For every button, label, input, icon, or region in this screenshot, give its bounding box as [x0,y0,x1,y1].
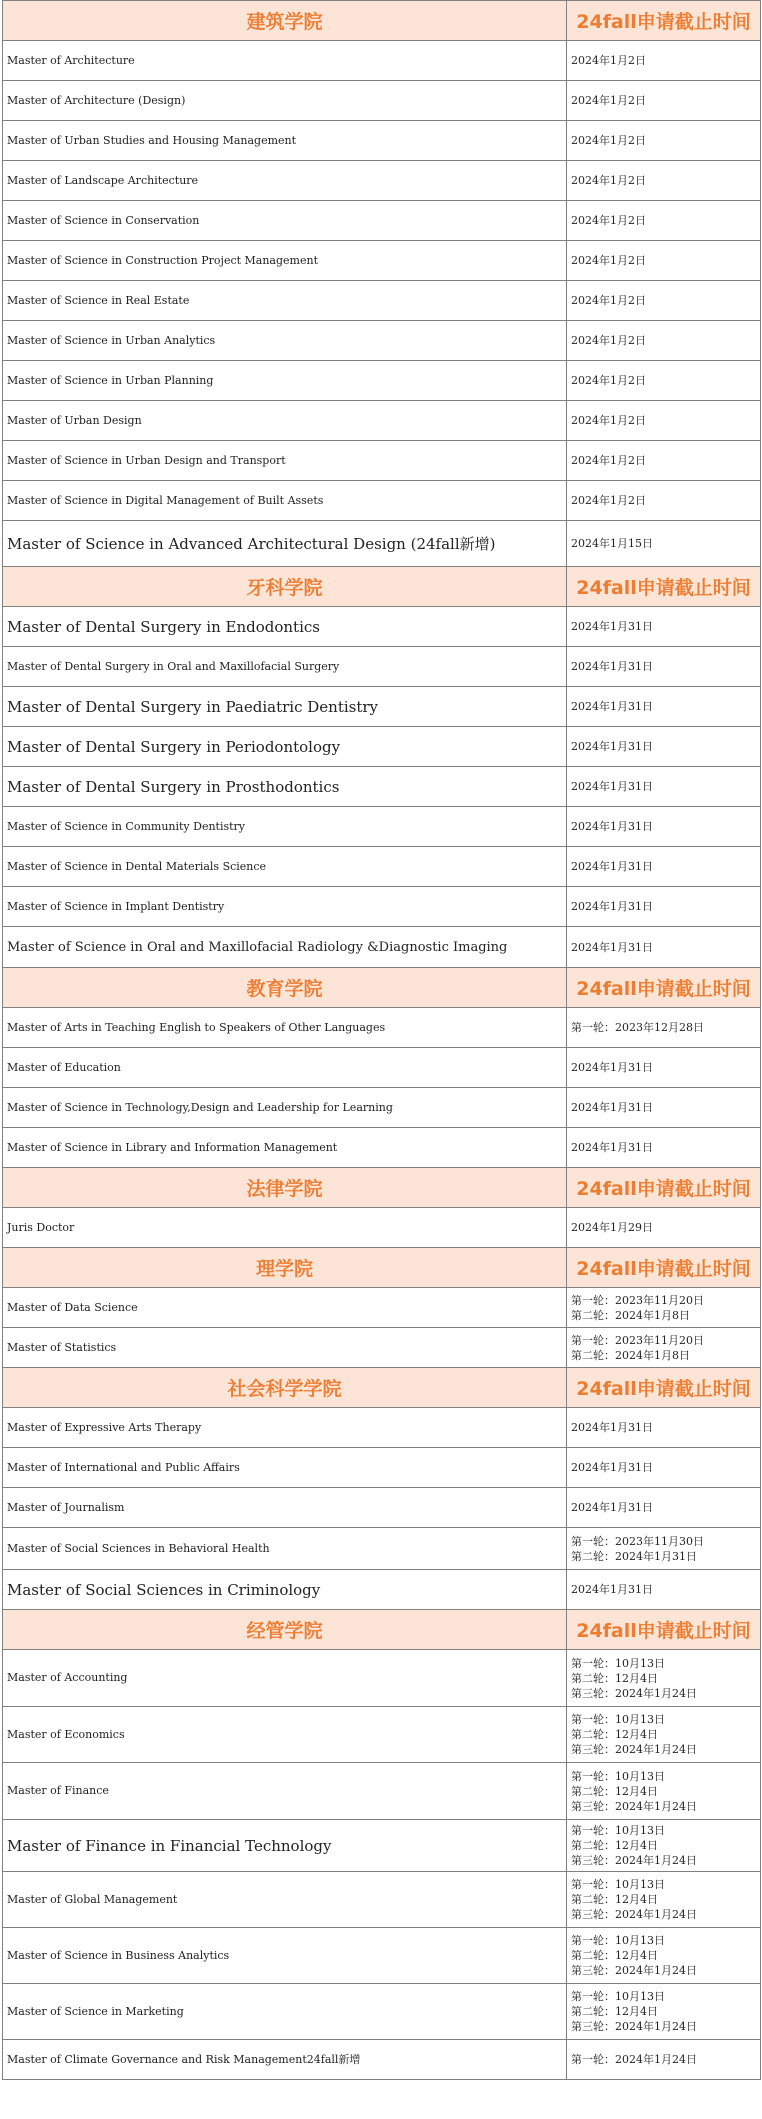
section-header [3,1248,761,1288]
program-name: Master of Dental Surgery in Oral and Maxillofacial Surgery [3,647,567,687]
table-row [3,2040,761,2080]
deadline-date: 2024年1月31日 [567,1448,761,1488]
program-name: Master of Dental Surgery in Prosthodontics [3,767,567,807]
deadline-date: 第一轮：10月13日 第二轮：12月4日 第三轮：2024年1月24日 [567,1872,761,1928]
table-row [3,1928,761,1984]
deadline-date: 2024年1月31日 [567,1088,761,1128]
deadline-date: 第一轮：10月13日 第二轮：12月4日 第三轮：2024年1月24日 [567,1763,761,1820]
deadline-date: 第一轮：10月13日 第二轮：12月4日 第三轮：2024年1月24日 [567,1984,761,2040]
section-title: 教育学院 [3,968,567,1008]
program-name: Master of Science in Technology,Design and Leadership for Learning [3,1088,567,1128]
deadline-date: 2024年1月31日 [567,727,761,767]
deadline-date: 2024年1月2日 [567,481,761,521]
deadline-date: 2024年1月2日 [567,281,761,321]
deadline-date: 2024年1月31日 [567,1408,761,1448]
deadline-date: 第一轮：10月13日 第二轮：12月4日 第三轮：2024年1月24日 [567,1928,761,1984]
program-name: Master of Science in Urban Planning [3,361,567,401]
deadline-date: 2024年1月2日 [567,241,761,281]
program-name: Juris Doctor [3,1208,567,1248]
deadline-date: 2024年1月31日 [567,887,761,927]
program-name: Master of Science in Dental Materials Science [3,847,567,887]
deadline-date: 第一轮：2023年12月28日 [567,1008,761,1048]
program-name: Master of Data Science [3,1288,567,1328]
section-title: 经管学院 [3,1610,567,1650]
deadline-date: 第一轮：10月13日 第二轮：12月4日 第三轮：2024年1月24日 [567,1820,761,1872]
program-name: Master of Science in Urban Analytics [3,321,567,361]
section-title: 社会科学学院 [3,1368,567,1408]
section-header [3,1368,761,1408]
program-name: Master of Science in Business Analytics [3,1928,567,1984]
deadline-table [2,0,761,2080]
program-name: Master of Science in Library and Information Management [3,1128,567,1168]
program-name: Master of Science in Construction Project Management [3,241,567,281]
table-row [3,81,761,121]
deadline-date: 2024年1月2日 [567,161,761,201]
table-row [3,607,761,647]
table-row [3,1208,761,1248]
deadline-column-header: 24fall申请截止时间 [567,567,761,607]
table-row [3,121,761,161]
section-header [3,1610,761,1650]
table-row [3,1488,761,1528]
program-name: Master of Dental Surgery in Periodontology [3,727,567,767]
program-name: Master of Finance in Financial Technology [3,1820,567,1872]
table-row [3,201,761,241]
program-name: Master of Education [3,1048,567,1088]
table-row [3,241,761,281]
table-row [3,807,761,847]
deadline-date: 2024年1月2日 [567,441,761,481]
table-row [3,161,761,201]
table-row [3,1650,761,1707]
deadline-column-header: 24fall申请截止时间 [567,1610,761,1650]
deadline-date: 2024年1月31日 [567,1570,761,1610]
section-header [3,968,761,1008]
table-row [3,1528,761,1570]
program-name: Master of Journalism [3,1488,567,1528]
table-row [3,767,761,807]
deadline-date: 2024年1月2日 [567,81,761,121]
section-header [3,567,761,607]
deadline-date: 2024年1月31日 [567,1488,761,1528]
deadline-date: 第一轮：2023年11月20日 第二轮：2024年1月8日 [567,1328,761,1368]
program-name: Master of Accounting [3,1650,567,1707]
deadline-date: 2024年1月31日 [567,847,761,887]
program-name: Master of Science in Advanced Architectural Design (24fall新增) [3,521,567,567]
program-name: Master of Architecture [3,41,567,81]
table-row [3,647,761,687]
program-name: Master of Social Sciences in Behavioral Health [3,1528,567,1570]
program-name: Master of Social Sciences in Criminology [3,1570,567,1610]
table-row [3,927,761,968]
section-title: 建筑学院 [3,1,567,41]
section-title: 法律学院 [3,1168,567,1208]
deadline-date: 2024年1月15日 [567,521,761,567]
program-name: Master of Dental Surgery in Paediatric Dentistry [3,687,567,727]
table-row [3,441,761,481]
program-name: Master of Dental Surgery in Endodontics [3,607,567,647]
program-name: Master of Science in Oral and Maxillofacial Radiology &Diagnostic Imaging [3,927,567,968]
deadline-column-header: 24fall申请截止时间 [567,1,761,41]
deadline-column-header: 24fall申请截止时间 [567,1368,761,1408]
table-row [3,521,761,567]
table-row [3,1088,761,1128]
deadline-date: 2024年1月31日 [567,1048,761,1088]
deadline-date: 第一轮：2023年11月20日 第二轮：2024年1月8日 [567,1288,761,1328]
deadline-date: 2024年1月31日 [567,927,761,968]
table-row [3,727,761,767]
table-row [3,1288,761,1328]
deadline-date: 2024年1月31日 [567,607,761,647]
program-name: Master of Science in Marketing [3,1984,567,2040]
deadline-date: 2024年1月2日 [567,401,761,441]
table-row [3,481,761,521]
table-row [3,1048,761,1088]
section-title: 牙科学院 [3,567,567,607]
table-row [3,1008,761,1048]
deadline-table-body [3,1,761,2080]
deadline-date: 2024年1月31日 [567,647,761,687]
program-name: Master of Landscape Architecture [3,161,567,201]
table-row [3,887,761,927]
deadline-date: 2024年1月2日 [567,201,761,241]
program-name: Master of Statistics [3,1328,567,1368]
program-name: Master of Expressive Arts Therapy [3,1408,567,1448]
table-row [3,1128,761,1168]
program-name: Master of Finance [3,1763,567,1820]
table-row [3,361,761,401]
section-header [3,1168,761,1208]
program-name: Master of Climate Governance and Risk Management24fall新增 [3,2040,567,2080]
table-row [3,1328,761,1368]
deadline-date: 第一轮：10月13日 第二轮：12月4日 第三轮：2024年1月24日 [567,1650,761,1707]
deadline-date: 2024年1月2日 [567,121,761,161]
program-name: Master of Science in Urban Design and Transport [3,441,567,481]
deadline-date: 2024年1月2日 [567,41,761,81]
table-row [3,1872,761,1928]
deadline-date: 2024年1月2日 [567,361,761,401]
section-header [3,1,761,41]
table-row [3,1448,761,1488]
table-row [3,41,761,81]
deadline-date: 2024年1月29日 [567,1208,761,1248]
program-name: Master of Urban Studies and Housing Management [3,121,567,161]
deadline-date: 2024年1月2日 [567,321,761,361]
table-row [3,1707,761,1763]
table-row [3,1763,761,1820]
program-name: Master of Global Management [3,1872,567,1928]
deadline-date: 第一轮：10月13日 第二轮：12月4日 第三轮：2024年1月24日 [567,1707,761,1763]
table-row [3,401,761,441]
table-row [3,1408,761,1448]
program-name: Master of Science in Real Estate [3,281,567,321]
program-name: Master of Architecture (Design) [3,81,567,121]
program-name: Master of Arts in Teaching English to Speakers of Other Languages [3,1008,567,1048]
table-row [3,1820,761,1872]
program-name: Master of Science in Implant Dentistry [3,887,567,927]
program-name: Master of International and Public Affairs [3,1448,567,1488]
deadline-date: 2024年1月31日 [567,807,761,847]
deadline-date: 2024年1月31日 [567,767,761,807]
deadline-column-header: 24fall申请截止时间 [567,1248,761,1288]
table-row [3,1984,761,2040]
program-name: Master of Science in Community Dentistry [3,807,567,847]
deadline-date: 2024年1月31日 [567,1128,761,1168]
table-row [3,1570,761,1610]
program-name: Master of Science in Conservation [3,201,567,241]
deadline-date: 2024年1月31日 [567,687,761,727]
program-name: Master of Economics [3,1707,567,1763]
deadline-column-header: 24fall申请截止时间 [567,968,761,1008]
section-title: 理学院 [3,1248,567,1288]
deadline-column-header: 24fall申请截止时间 [567,1168,761,1208]
table-row [3,687,761,727]
deadline-date: 第一轮：2023年11月30日 第二轮：2024年1月31日 [567,1528,761,1570]
table-row [3,847,761,887]
program-name: Master of Science in Digital Management of Built Assets [3,481,567,521]
table-row [3,321,761,361]
program-name: Master of Urban Design [3,401,567,441]
table-row [3,281,761,321]
deadline-date: 第一轮：2024年1月24日 [567,2040,761,2080]
